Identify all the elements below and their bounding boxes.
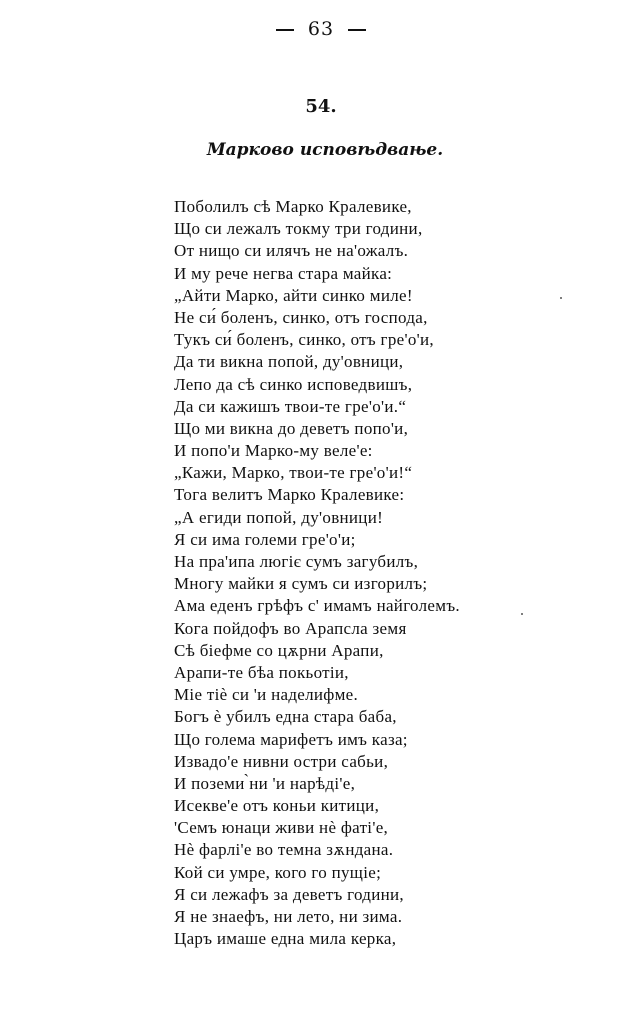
verse-line: Що ми викна до деветъ попо'и, bbox=[174, 418, 409, 438]
verse-line: Міе тіѐ си 'и наделифме. bbox=[174, 685, 359, 705]
verse-line: „А егиди попой, ду'овници! bbox=[174, 507, 384, 527]
verse-line: Поболилъ сѣ Марко Кралевике, bbox=[174, 197, 412, 216]
verse-line: Царъ имаше една мила керка, bbox=[174, 929, 397, 949]
verse-line: Да ти викна попой, ду'овници, bbox=[174, 352, 404, 372]
verse-line: Нѐ фарлі'е во темна зѫндана. bbox=[174, 840, 394, 860]
page-number: 63 bbox=[307, 18, 335, 40]
verse-line: Арапи-те бѣа покьотіи, bbox=[174, 662, 349, 682]
page-header bbox=[0, 18, 642, 40]
paper-speck bbox=[560, 297, 562, 299]
verse-line: Многу майки я сумъ си изгорилъ; bbox=[174, 574, 428, 594]
verse-line: Да си кажишъ твои-те гре'о'и.“ bbox=[174, 396, 407, 416]
verse-line: И поземи ̀ни 'и нарѣді'е, bbox=[174, 773, 356, 793]
verse-line: Ама еденъ грѣфъ с' имамъ найголемъ. bbox=[174, 596, 460, 616]
verse-line: Не си́ боленъ, синко, отъ господа, bbox=[174, 307, 428, 327]
verse-line: И му рече негва стара майка: bbox=[174, 263, 393, 283]
verse-line: 'Семъ юнаци живи нѐ фаті'е, bbox=[174, 818, 389, 838]
verse-line: От нищо си илячъ не на'ожалъ. bbox=[174, 241, 409, 261]
verse-line: Тукъ си́ боленъ, синко, отъ гре'о'и, bbox=[174, 330, 434, 350]
header-right-dash bbox=[348, 29, 366, 31]
verse-line: Кой си умре, кого го пущіе; bbox=[174, 862, 382, 882]
poem-title: Марково исповѣдвање. bbox=[206, 140, 444, 160]
header-left-dash bbox=[276, 29, 294, 31]
verse-line: Що си лежалъ токму три години, bbox=[174, 219, 423, 239]
verse-line: Я не знаефъ, ни лето, ни зима. bbox=[174, 907, 403, 926]
verse-line: Богъ ѐ убилъ една стара баба, bbox=[174, 707, 397, 727]
poem-number: 54. bbox=[305, 96, 337, 117]
verse-line: Що голема марифетъ имъ каза; bbox=[174, 729, 408, 749]
verse-line: Кога пойдофъ во Арапсла земя bbox=[174, 618, 407, 638]
verse-line: Лепо да сѣ синко исповедвишъ, bbox=[174, 374, 413, 394]
verse-line: „Айти Марко, айти синко миле! bbox=[174, 285, 413, 305]
verse-line: Тога велитъ Марко Кралевике: bbox=[174, 485, 405, 505]
verse-line: Я си има големи гре'о'и; bbox=[174, 529, 356, 549]
verse-line: Исекве'е отъ коньи китици, bbox=[174, 796, 380, 816]
poem-verses bbox=[174, 196, 460, 950]
verse-line: Я си лежафъ за деветъ години, bbox=[174, 884, 404, 904]
verse-line: „Кажи, Марко, твои-те гре'о'и!“ bbox=[174, 463, 413, 483]
paper-speck bbox=[521, 613, 523, 615]
verse-line: Сѣ біефме со цѫрни Арапи, bbox=[174, 640, 384, 660]
verse-line: И попо'и Марко-му веле'е: bbox=[174, 441, 373, 461]
verse-line: На пра'ипа люгіє сумъ загубилъ, bbox=[174, 552, 419, 571]
verse-line: Извадо'е нивни остри сабьи, bbox=[174, 751, 389, 771]
